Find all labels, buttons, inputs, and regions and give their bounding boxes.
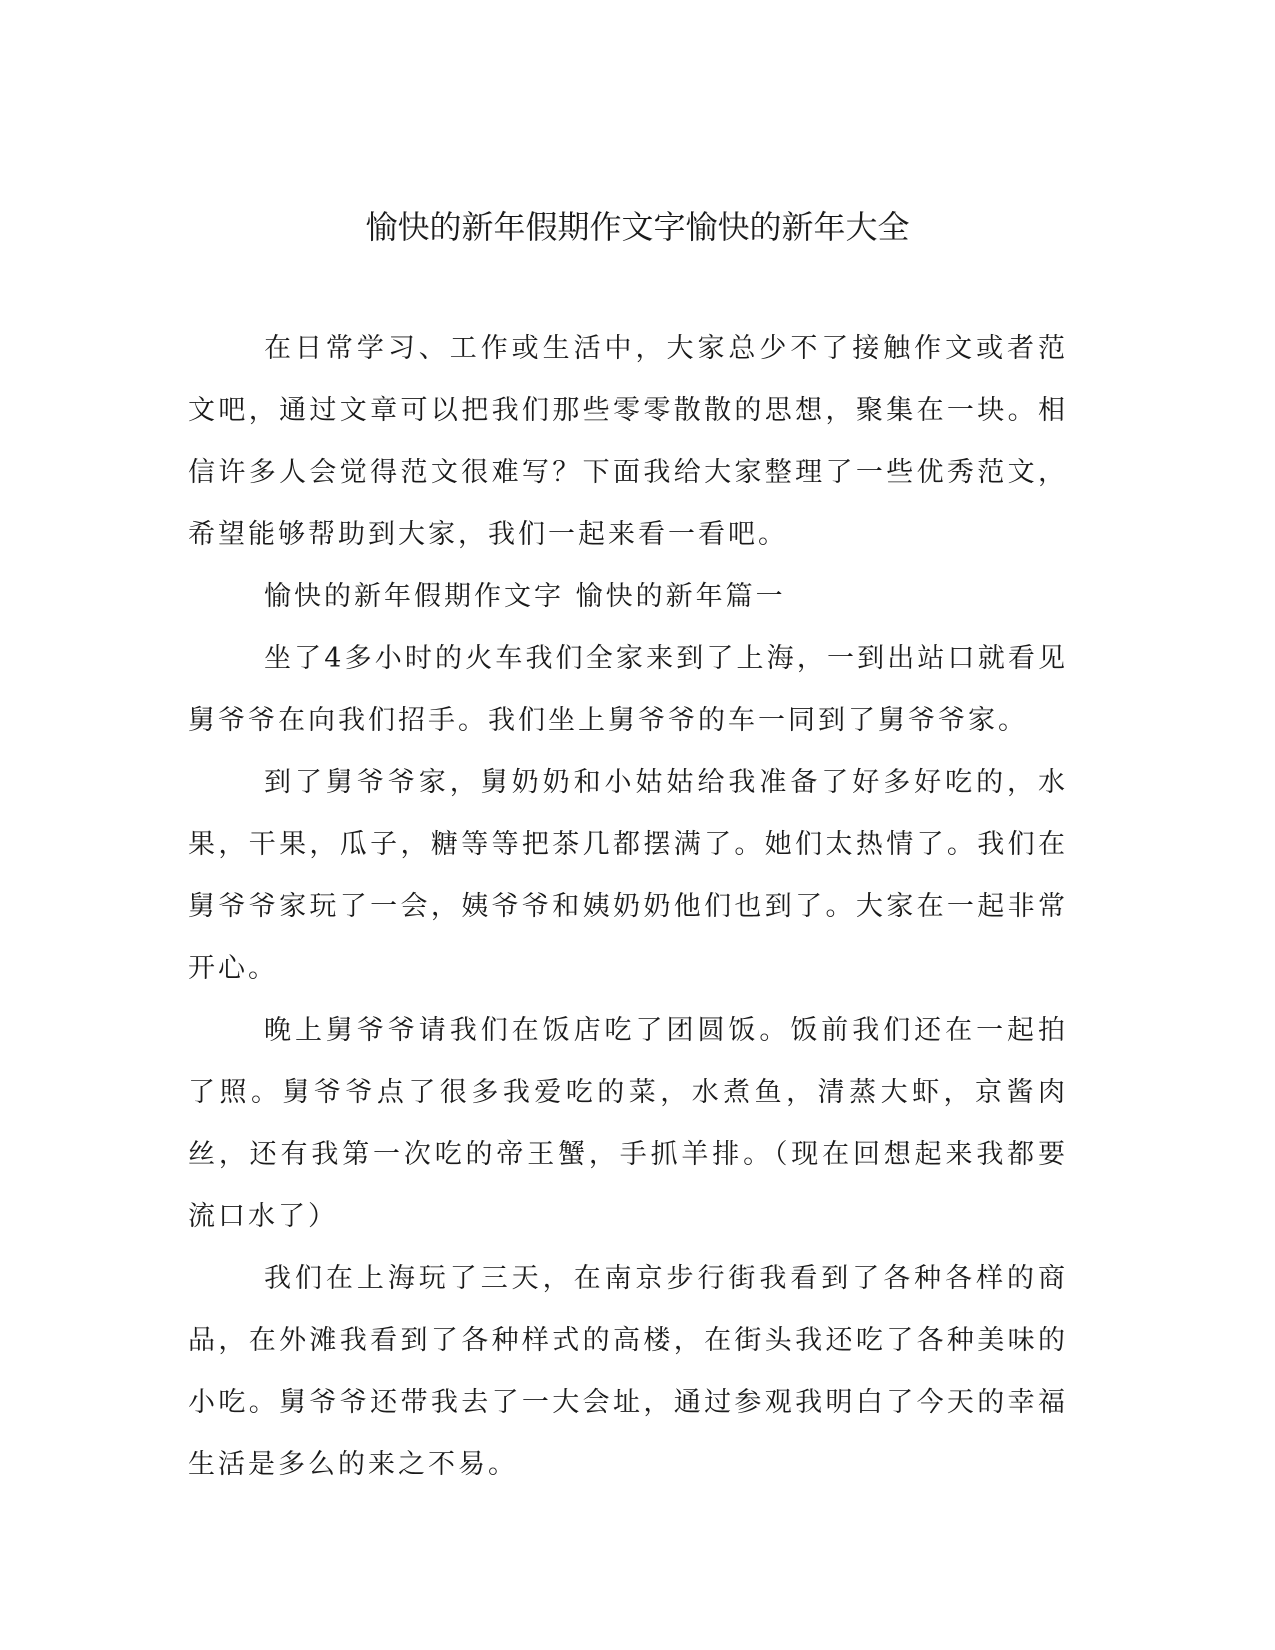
document-body [188, 318, 1068, 1496]
document-title: 愉快的新年假期作文字愉快的新年大全 [365, 208, 910, 246]
body-paragraph: 晚上舅爷爷请我们在饭店吃了团圆饭。饭前我们还在一起拍了照。舅爷爷点了很多我爱吃的菜，水煮鱼，清蒸大虾，京酱肉丝，还有我第一次吃的帝王蟹，手抓羊排。（现在回想起来我都要流口水了） [188, 1015, 1068, 1232]
body-paragraph: 我们在上海玩了三天，在南京步行街我看到了各种各样的商品，在外滩我看到了各种样式的高楼，在街头我还吃了各种美味的小吃。舅爷爷还带我去了一大会址，通过参观我明白了今天的幸福生活是多么的来之不易。 [188, 1263, 1068, 1480]
body-paragraph: 到了舅爷爷家，舅奶奶和小姑姑给我准备了好多好吃的，水果，干果，瓜子，糖等等把茶几都摆满了。她们太热情了。我们在舅爷爷家玩了一会，姨爷爷和姨奶奶他们也到了。大家在一起非常开心。 [188, 767, 1068, 984]
section-heading: 愉快的新年假期作文字 愉快的新年篇一 [264, 581, 786, 612]
body-paragraph: 坐了4多小时的火车我们全家来到了上海，一到出站口就看见舅爷爷在向我们招手。我们坐上舅爷爷的车一同到了舅爷爷家。 [188, 643, 1068, 736]
intro-paragraph: 在日常学习、工作或生活中，大家总少不了接触作文或者范文吧，通过文章可以把我们那些零零散散的思想，聚集在一块。相信许多人会觉得范文很难写？下面我给大家整理了一些优秀范文，希望能够帮助到大家，我们一起来看一看吧。 [188, 333, 1068, 550]
